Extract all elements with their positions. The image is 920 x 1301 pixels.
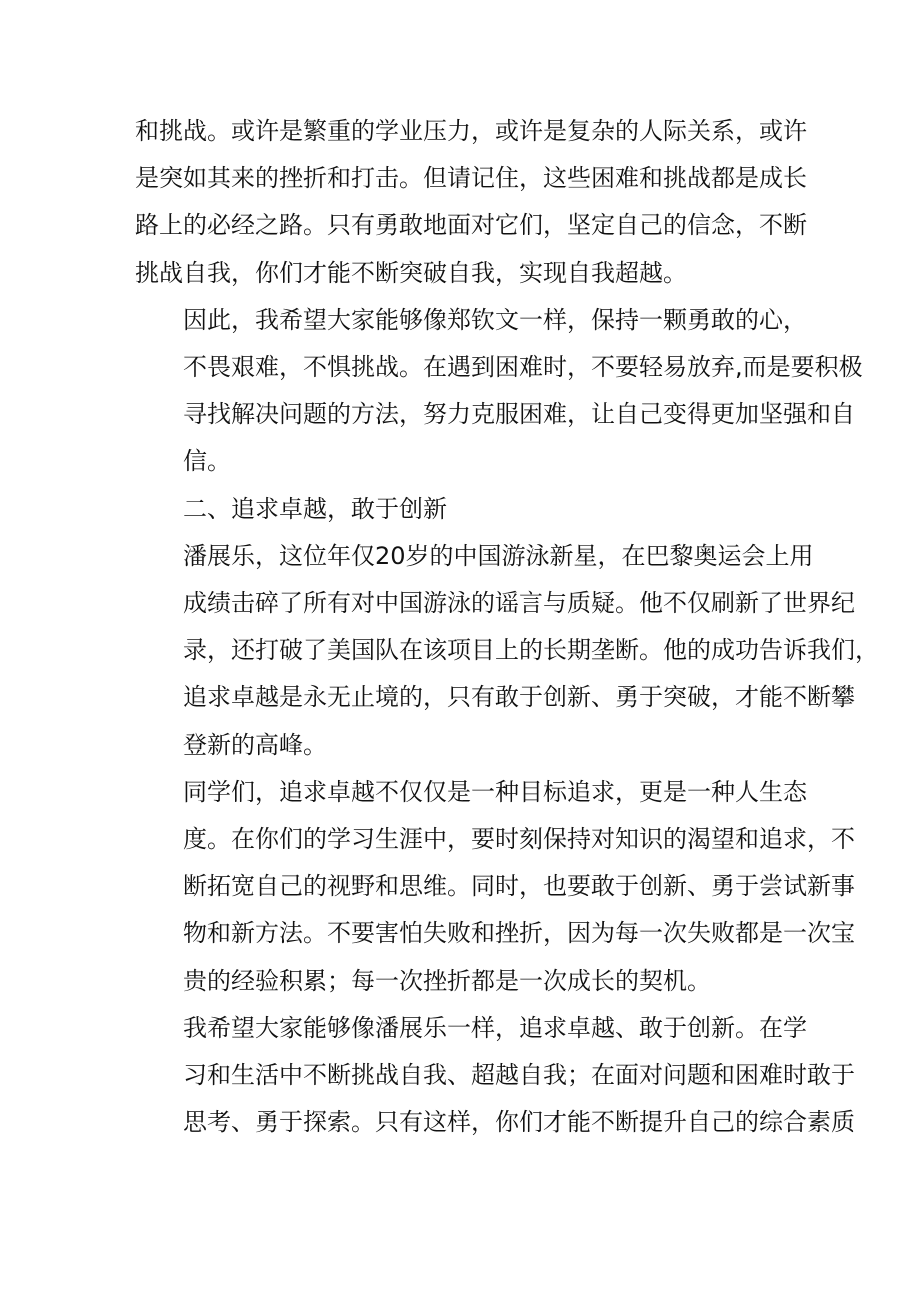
paragraph: [135, 533, 879, 769]
text-line: 和挑战。或许是繁重的学业压力，或许是复杂的人际关系，或许: [135, 117, 807, 145]
text-line: 物和新方法。不要害怕失败和挫折，因为每一次失败都是一次宝: [183, 919, 855, 948]
text-line: 成绩击碎了所有对中国游泳的谣言与质疑。他不仅刷新了世界纪: [183, 589, 855, 618]
text-line: 不畏艰难，不惧挑战。在遇到困难时，不要轻易放弃,而是要积极: [183, 353, 863, 382]
paragraph: [135, 769, 855, 1005]
text-line: 信。: [183, 447, 231, 476]
paragraph: [135, 486, 795, 533]
text-line: 录，还打破了美国队在该项目上的长期垄断。他的成功告诉我们，: [183, 636, 879, 665]
text-line: 登新的高峰。: [183, 730, 327, 759]
text-line: 因此，我希望大家能够像郑钦文一样，保持一颗勇敢的心，: [183, 305, 807, 334]
text-line: 路上的必经之路。只有勇敢地面对它们，坚定自己的信念，不断: [135, 211, 807, 240]
text-line: 潘展乐，这位年仅20岁的中国游泳新星，在巴黎奥运会上用: [183, 541, 814, 570]
text-line: 同学们，追求卓越不仅仅是一种目标追求，更是一种人生态: [183, 777, 807, 806]
paragraph: [135, 1005, 855, 1147]
text-line: 追求卓越是永无止境的，只有敢于创新、勇于突破，才能不断攀: [183, 683, 855, 712]
text-line: 我希望大家能够像潘展乐一样，追求卓越、敢于创新。在学: [183, 1013, 807, 1042]
paragraph: [135, 108, 807, 297]
text-line: 断拓宽自己的视野和思维。同时，也要敢于创新、勇于尝试新事: [183, 872, 855, 901]
document-body: [135, 108, 879, 1146]
paragraph: [135, 297, 863, 486]
text-line: 贵的经验积累；每一次挫折都是一次成长的契机。: [183, 966, 711, 995]
text-line: 思考、勇于探索。只有这样，你们才能不断提升自己的综合素质: [183, 1108, 855, 1137]
text-line: 度。在你们的学习生涯中，要时刻保持对知识的渴望和追求，不: [183, 825, 855, 854]
text-line: 是突如其来的挫折和打击。但请记住，这些困难和挑战都是成长: [135, 164, 807, 193]
text-line: 习和生活中不断挑战自我、超越自我；在面对问题和困难时敢于: [183, 1061, 855, 1090]
text-line: 挑战自我，你们才能不断突破自我，实现自我超越。: [135, 258, 687, 287]
text-line: 寻找解决问题的方法，努力克服困难，让自己变得更加坚强和自: [183, 400, 855, 429]
text-line: 二、追求卓越，敢于创新: [183, 494, 447, 523]
